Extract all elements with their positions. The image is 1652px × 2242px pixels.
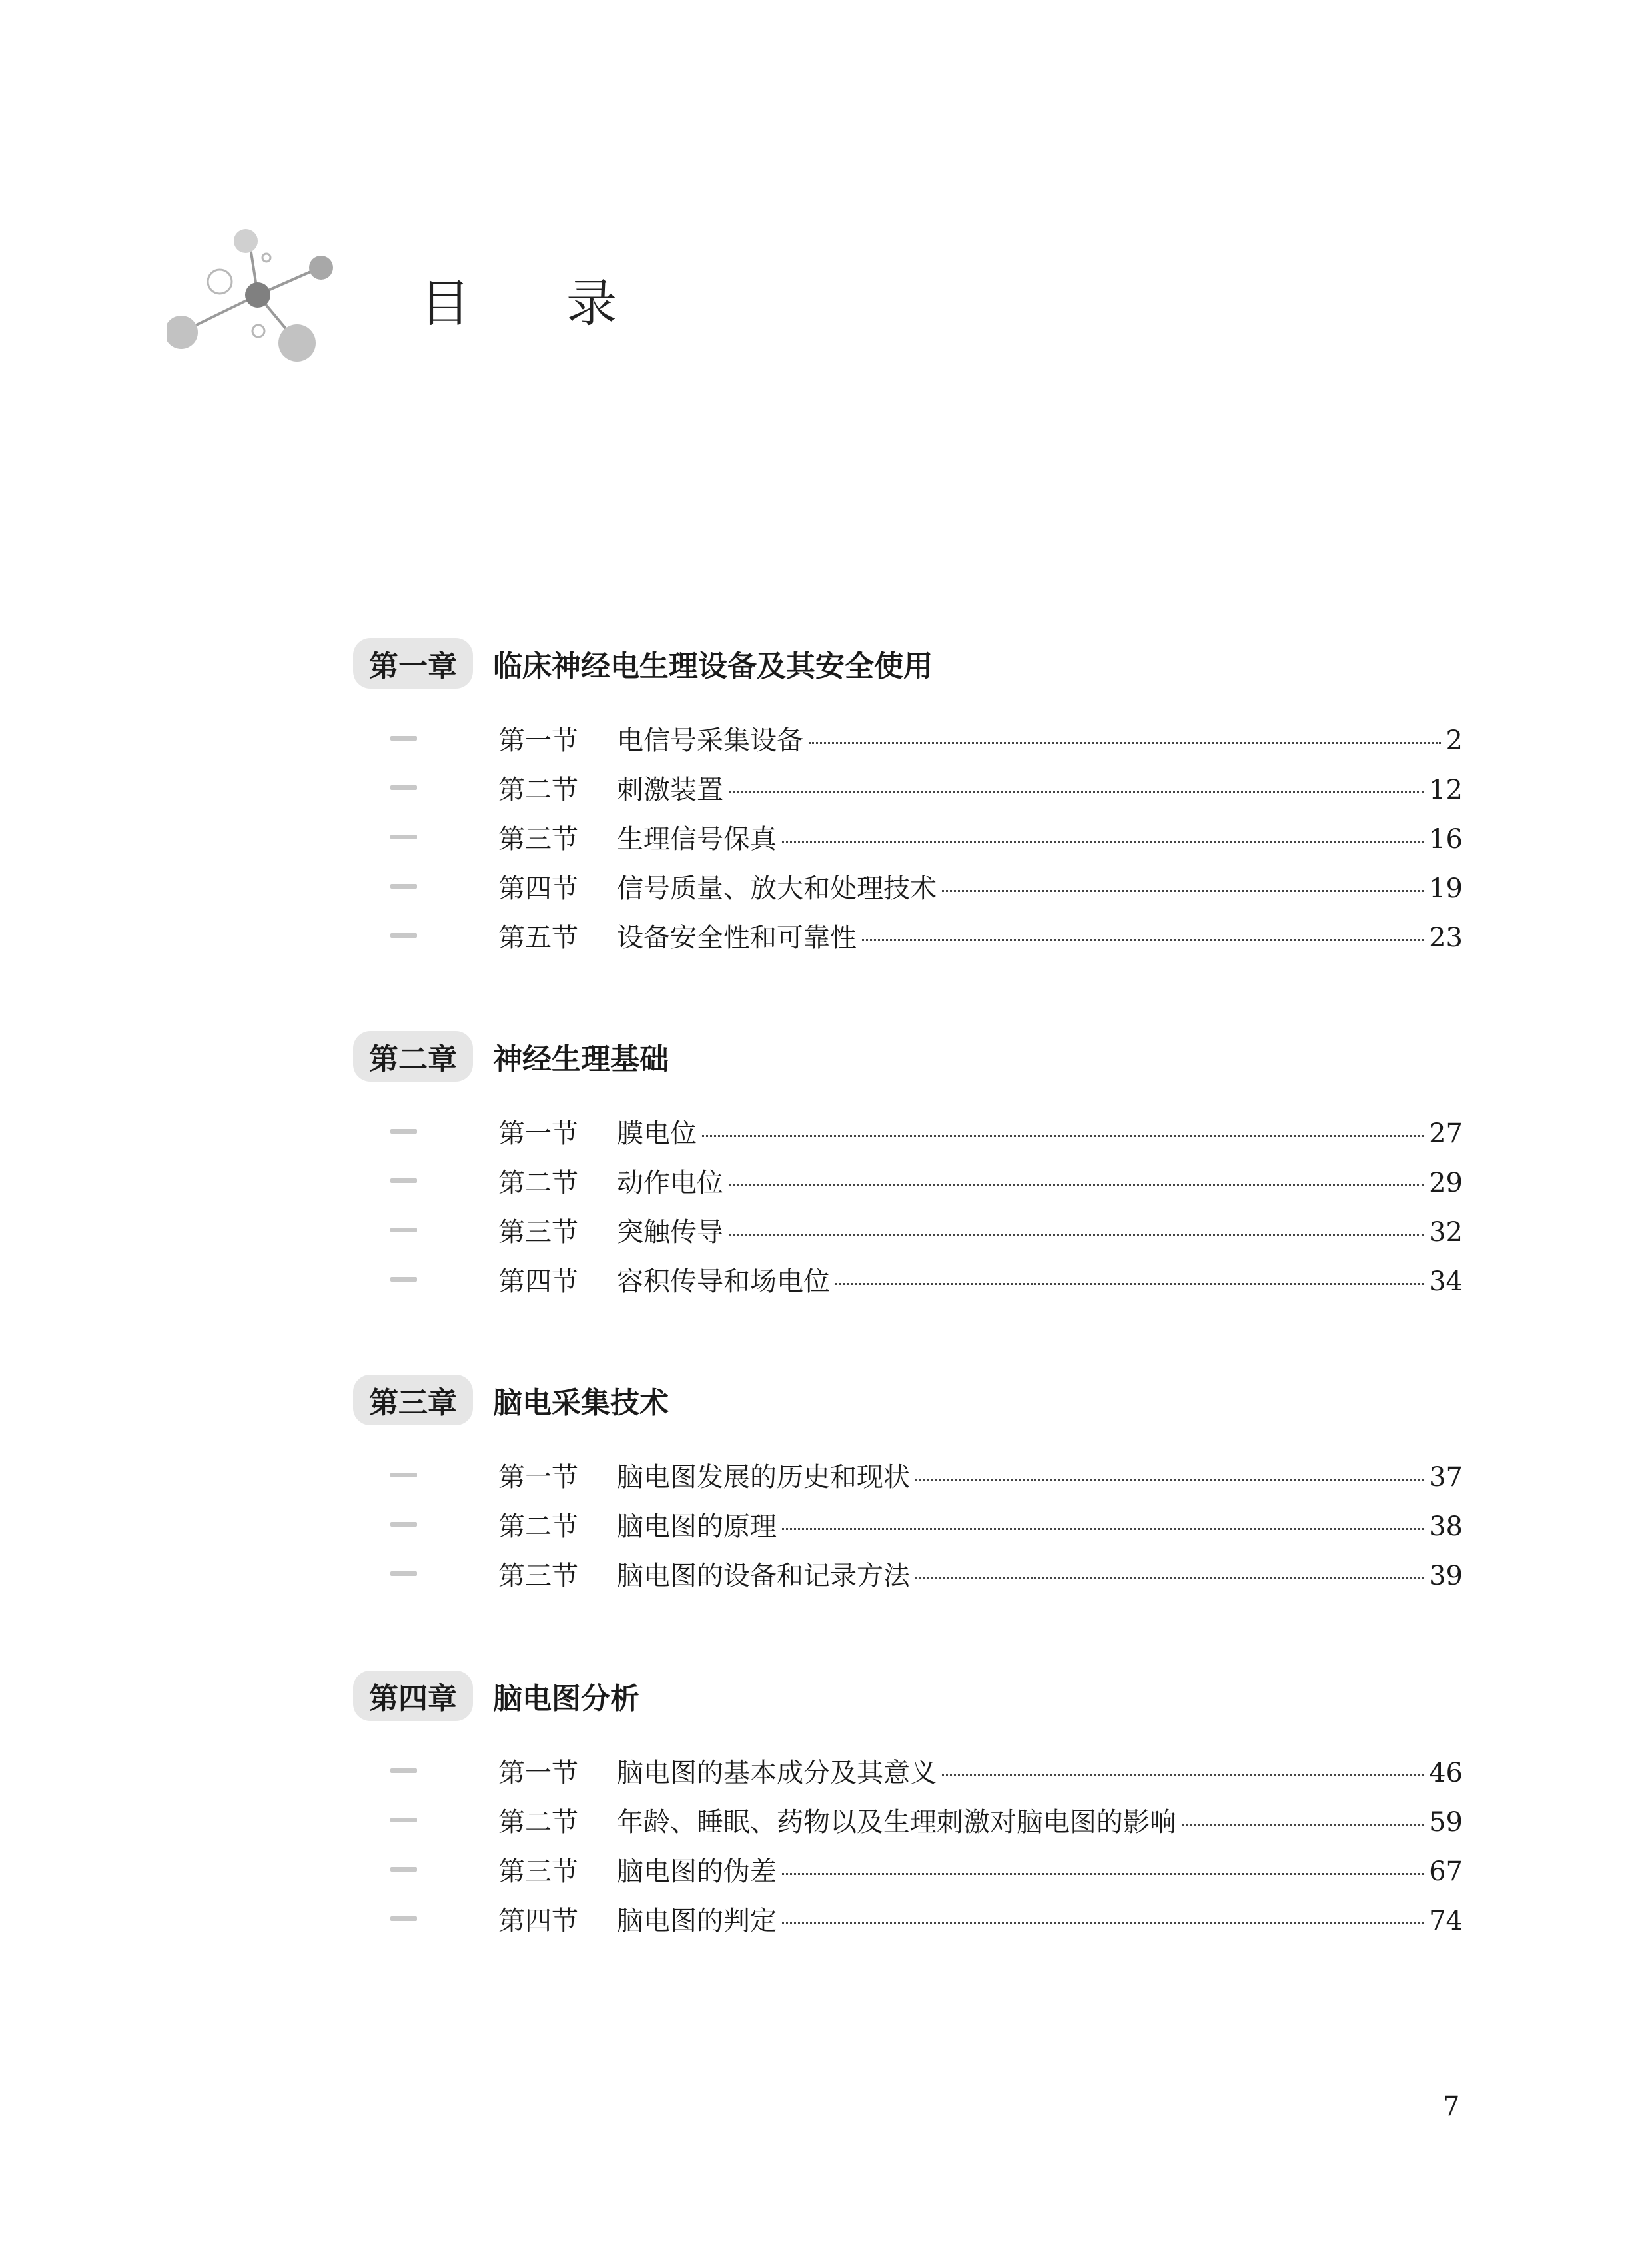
dot-leader [809, 742, 1441, 744]
section-page: 46 [1429, 1757, 1463, 1788]
section-title: 脑电图的设备和记录方法 [617, 1560, 910, 1591]
section-page: 38 [1429, 1511, 1463, 1542]
section-title: 膜电位 [617, 1118, 697, 1149]
dash-icon [390, 1178, 417, 1183]
dash-icon [390, 736, 417, 741]
dash-icon [390, 1916, 417, 1921]
section-title: 信号质量、放大和处理技术 [617, 873, 937, 904]
section-number: 第二节 [498, 774, 578, 805]
section-number: 第四节 [498, 1266, 578, 1297]
toc-entry[interactable] [0, 1553, 1652, 1593]
section-page: 32 [1429, 1216, 1463, 1248]
dot-leader [1182, 1824, 1424, 1826]
page-title: 目 录 [420, 274, 657, 333]
section-number: 第二节 [498, 1806, 578, 1838]
toc-entry[interactable] [0, 1800, 1652, 1840]
dot-leader [729, 791, 1424, 793]
section-page: 59 [1429, 1806, 1463, 1838]
section-number: 第四节 [498, 1905, 578, 1936]
section-page: 67 [1429, 1856, 1463, 1887]
section-page: 19 [1429, 873, 1463, 904]
section-number: 第一节 [498, 1757, 578, 1788]
dot-leader [782, 1528, 1424, 1530]
dash-icon [390, 1768, 417, 1773]
chapter-title[interactable]: 临床神经电生理设备及其安全使用 [493, 649, 933, 683]
section-title: 容积传导和场电位 [617, 1266, 830, 1297]
section-title: 刺激装置 [617, 774, 723, 805]
chapter-title[interactable]: 脑电图分析 [493, 1682, 639, 1716]
dot-leader [729, 1234, 1424, 1236]
dot-leader [915, 1479, 1424, 1481]
section-page: 29 [1429, 1167, 1463, 1198]
toc-entry[interactable] [0, 1455, 1652, 1495]
dash-icon [390, 884, 417, 889]
section-number: 第一节 [498, 1118, 578, 1149]
section-number: 第三节 [498, 823, 578, 855]
toc-entry[interactable] [0, 1210, 1652, 1250]
section-number: 第三节 [498, 1856, 578, 1887]
dot-leader [782, 841, 1424, 843]
dash-icon [390, 1228, 417, 1232]
dash-icon [390, 1473, 417, 1477]
section-page: 16 [1429, 823, 1463, 855]
toc-entry[interactable] [0, 866, 1652, 906]
toc-entry[interactable] [0, 1750, 1652, 1790]
dot-leader [782, 1922, 1424, 1924]
section-page: 39 [1429, 1560, 1463, 1591]
toc-entry[interactable] [0, 1849, 1652, 1889]
section-title: 脑电图的判定 [617, 1905, 777, 1936]
section-number: 第二节 [498, 1511, 578, 1542]
section-title: 年龄、睡眠、药物以及生理刺激对脑电图的影响 [617, 1806, 1176, 1838]
section-page: 74 [1429, 1905, 1463, 1936]
section-page: 27 [1429, 1118, 1463, 1149]
toc-entry[interactable] [0, 767, 1652, 807]
dot-leader [942, 890, 1424, 892]
page-number: 7 [1443, 2091, 1460, 2122]
section-title: 脑电图的伪差 [617, 1856, 777, 1887]
dot-leader [702, 1135, 1424, 1137]
dot-leader [729, 1184, 1424, 1186]
section-number: 第四节 [498, 873, 578, 904]
section-number: 第三节 [498, 1216, 578, 1248]
dash-icon [390, 1522, 417, 1527]
toc-entry[interactable] [0, 1111, 1652, 1151]
section-title: 突触传导 [617, 1216, 723, 1248]
chapter-label: 第二章 [353, 1031, 473, 1082]
toc-entry[interactable] [0, 1898, 1652, 1938]
dash-icon [390, 785, 417, 790]
dash-icon [390, 1571, 417, 1576]
section-number: 第一节 [498, 1461, 578, 1493]
chapter-title[interactable]: 脑电采集技术 [493, 1386, 669, 1420]
section-title: 脑电图的原理 [617, 1511, 777, 1542]
section-page: 37 [1429, 1461, 1463, 1493]
section-number: 第一节 [498, 725, 578, 756]
section-page: 12 [1429, 774, 1463, 805]
dash-icon [390, 1867, 417, 1872]
dot-leader [782, 1873, 1424, 1875]
toc-entry[interactable] [0, 915, 1652, 955]
dash-icon [390, 1277, 417, 1282]
section-number: 第三节 [498, 1560, 578, 1591]
chapter-title[interactable]: 神经生理基础 [493, 1042, 669, 1076]
section-title: 设备安全性和可靠性 [617, 922, 857, 953]
dash-icon [390, 1129, 417, 1134]
dash-icon [390, 1818, 417, 1822]
toc-entry[interactable] [0, 817, 1652, 857]
dot-leader [915, 1577, 1424, 1579]
section-page: 23 [1429, 922, 1463, 953]
section-page: 34 [1429, 1266, 1463, 1297]
dash-icon [390, 933, 417, 938]
section-title: 脑电图发展的历史和现状 [617, 1461, 910, 1493]
chapter-label: 第三章 [353, 1375, 473, 1425]
toc-entry[interactable] [0, 1160, 1652, 1200]
section-title: 动作电位 [617, 1167, 723, 1198]
chapter-label: 第四章 [353, 1671, 473, 1721]
toc-entry[interactable] [0, 1504, 1652, 1544]
dot-leader [835, 1283, 1424, 1285]
section-number: 第五节 [498, 922, 578, 953]
chapter-label: 第一章 [353, 638, 473, 689]
dash-icon [390, 835, 417, 839]
section-number: 第二节 [498, 1167, 578, 1198]
section-page: 2 [1446, 725, 1463, 756]
section-title: 电信号采集设备 [617, 725, 803, 756]
section-title: 生理信号保真 [617, 823, 777, 855]
dot-leader [862, 939, 1424, 941]
toc-entry[interactable] [0, 718, 1652, 758]
section-title: 脑电图的基本成分及其意义 [617, 1757, 937, 1788]
toc-entry[interactable] [0, 1259, 1652, 1299]
dot-leader [942, 1774, 1424, 1776]
